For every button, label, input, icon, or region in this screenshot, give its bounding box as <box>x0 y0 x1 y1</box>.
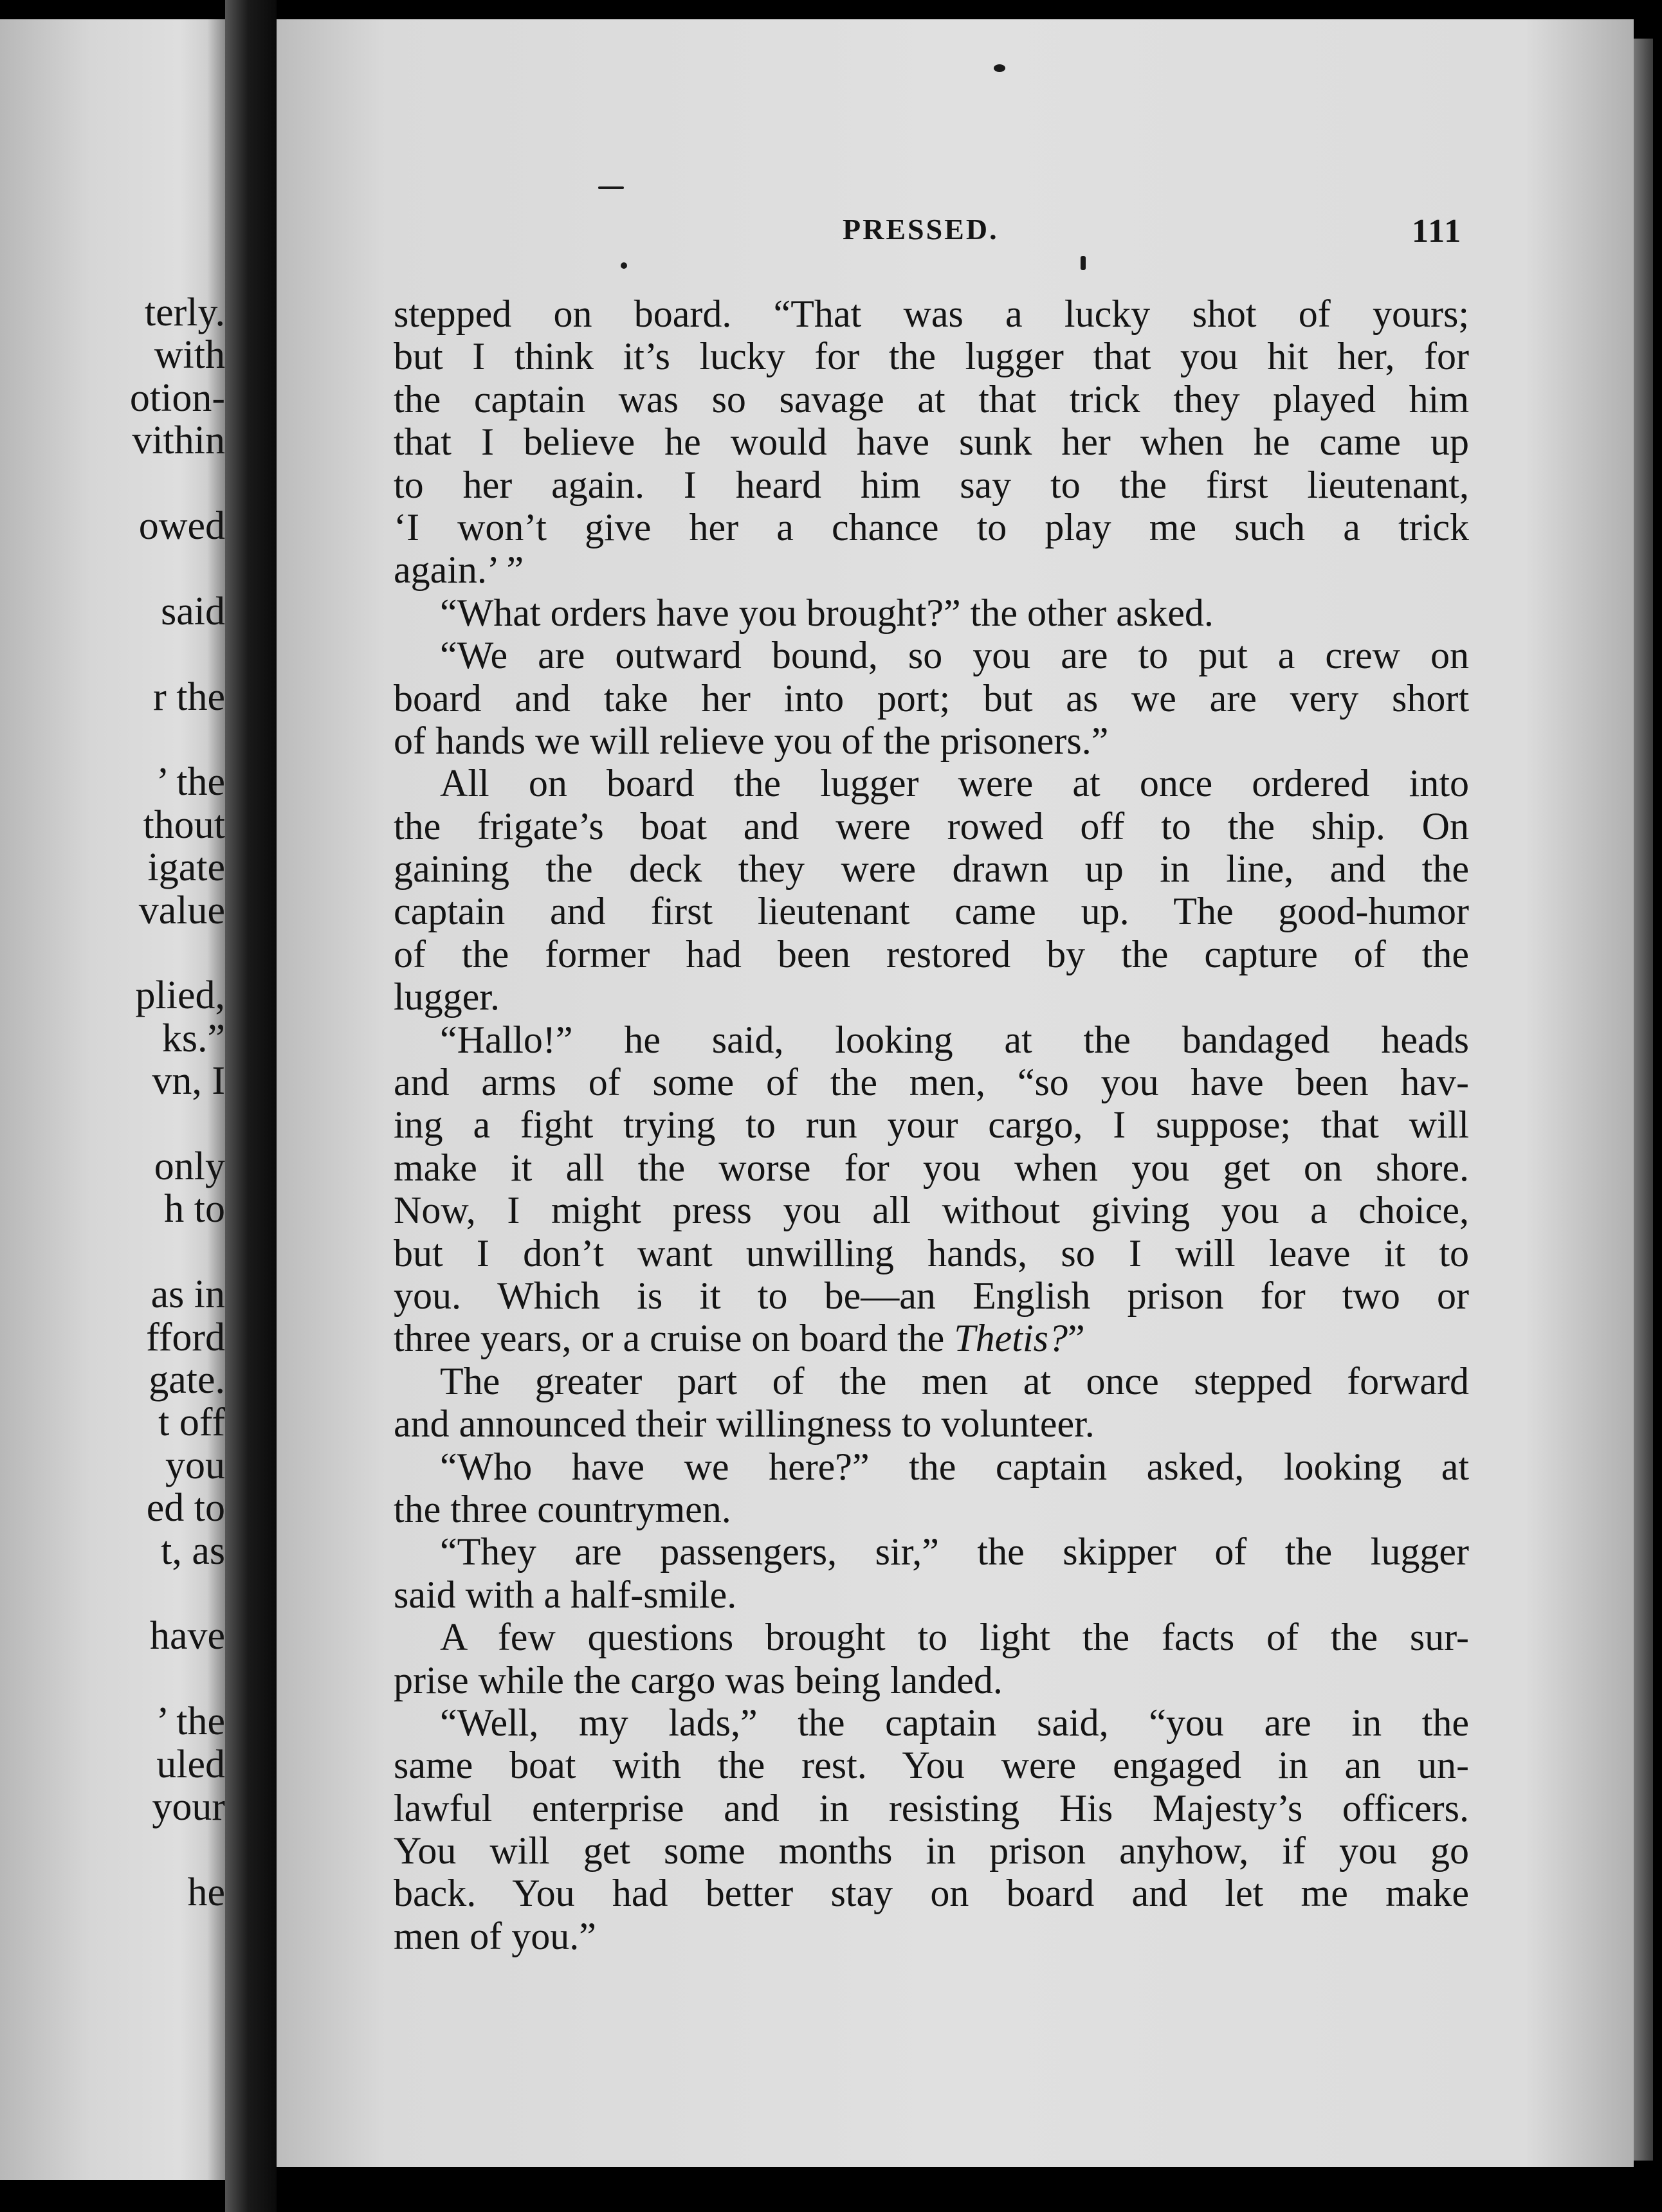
facing-page-line: with <box>154 333 225 377</box>
facing-page-line: vithin <box>132 419 225 463</box>
facing-page-line: t off <box>158 1401 225 1445</box>
text-line: men of you.” <box>394 1914 596 1957</box>
text-line: “Well, my lads,” the captain said, “you are in the <box>440 1701 1469 1744</box>
facing-page-line: vn, I <box>152 1059 225 1103</box>
text-line: “What orders have you brought?” the other asked. <box>440 591 1214 634</box>
text-line: same boat with the rest. You were engaged in an un- <box>394 1744 1469 1787</box>
ship-name: Thetis? <box>954 1317 1068 1360</box>
text-line: “Hallo!” he said, looking at the bandaged heads <box>440 1018 1469 1061</box>
text-line: of hands we will relieve you of the prisoners.” <box>394 719 1109 762</box>
facing-page-line: h to <box>164 1187 225 1231</box>
text-line: but I think it’s lucky for the lugger that you hit her, for <box>394 335 1469 378</box>
facing-page <box>0 19 225 2180</box>
facing-page-line: your <box>152 1785 225 1829</box>
facing-page-line: plied, <box>135 974 225 1018</box>
facing-page-line: only <box>154 1145 225 1188</box>
text-line: You will get some months in prison anyhow, if you go <box>394 1829 1469 1872</box>
book-gutter <box>225 0 277 2212</box>
text-line: lugger. <box>394 975 500 1019</box>
text-line: board and take her into port; but as we are very short <box>394 676 1469 720</box>
text-line: you. Which is it to be—an English prison for two or <box>394 1274 1469 1317</box>
text-line: said with a half-smile. <box>394 1573 737 1616</box>
text-line: The greater part of the men at once stepped forward <box>440 1359 1469 1402</box>
text-line: the three countrymen. <box>394 1487 731 1530</box>
text-line: of the former had been restored by the capture of the <box>394 932 1469 975</box>
facing-page-line: ’ the <box>156 760 225 804</box>
facing-page-line: he <box>187 1870 225 1914</box>
facing-page-line: as in <box>151 1273 225 1317</box>
text-line: ‘I won’t give her a chance to play me such a trick <box>394 505 1469 548</box>
facing-page-line: owed <box>138 504 225 548</box>
facing-page-line: ’ the <box>156 1700 225 1744</box>
text-line: “We are outward bound, so you are to put a crew on <box>440 634 1469 677</box>
text-line: back. You had better stay on board and let me make <box>394 1872 1469 1915</box>
text-line: “They are passengers, sir,” the skipper of the lugger <box>440 1530 1469 1573</box>
text-line: again.’ ” <box>394 548 524 592</box>
ink-speck <box>598 186 624 189</box>
facing-page-line: gate. <box>149 1358 225 1402</box>
facing-page-line: value <box>138 888 225 932</box>
ink-speck <box>1081 256 1086 270</box>
text-line: captain and first lieutenant came up. The good-humor <box>394 890 1469 933</box>
page-number: 111 <box>1412 213 1463 249</box>
text-line: to her again. I heard him say to the first lieutenant, <box>394 463 1469 506</box>
text-line: prise while the cargo was being landed. <box>394 1658 1003 1701</box>
text-line: gaining the deck they were drawn up in line, and the <box>394 848 1469 891</box>
ink-speck <box>994 64 1005 72</box>
ink-speck <box>621 262 627 269</box>
facing-page-line: terly. <box>144 291 225 334</box>
facing-page-line: ed to <box>146 1486 225 1530</box>
facing-page-line: fford <box>146 1315 225 1359</box>
running-head: PRESSED. <box>843 213 999 246</box>
facing-page-line: thout <box>143 802 225 847</box>
text-line: make it all the worse for you when you get on shore. <box>394 1146 1469 1189</box>
page-edge <box>1634 39 1653 2161</box>
facing-page-line: have <box>149 1614 225 1658</box>
text-line: stepped on board. “That was a lucky shot of yours; <box>394 293 1469 335</box>
text-line: the frigate’s boat and were rowed off to the ship. On <box>394 804 1469 848</box>
text-line: lawful enterprise and in resisting His Majesty’s officers. <box>394 1786 1469 1829</box>
text-line: All on board the lugger were at once ordered into <box>440 762 1469 805</box>
facing-page-line: r the <box>153 675 225 719</box>
facing-page-line: said <box>161 589 225 633</box>
text-line: “Who have we here?” the captain asked, looking at <box>440 1445 1469 1488</box>
text-line: and arms of some of the men, “so you have been hav- <box>394 1061 1469 1104</box>
text-line: that I believe he would have sunk her when he came up <box>394 421 1469 464</box>
text-line: ing a fight trying to run your cargo, I suppose; that will <box>394 1103 1469 1147</box>
text-line: A few questions brought to light the facts of the sur- <box>440 1616 1469 1659</box>
facing-page-line: ks.” <box>161 1016 225 1060</box>
facing-page-line: you <box>165 1443 225 1487</box>
text-line: but I don’t want unwilling hands, so I will leave it to <box>394 1231 1469 1274</box>
facing-page-line: igate <box>147 846 225 890</box>
facing-page-line: otion- <box>129 376 225 420</box>
body-text <box>394 293 1469 1957</box>
text-line: the captain was so savage at that trick they played him <box>394 377 1469 421</box>
facing-page-line: t, as <box>161 1528 225 1573</box>
text-line: and announced their willingness to volunteer. <box>394 1402 1095 1446</box>
text-line: Now, I might press you all without giving you a choice, <box>394 1189 1469 1232</box>
text-line: three years, or a cruise on board the Thetis?” <box>394 1317 1085 1360</box>
facing-page-line: uled <box>156 1742 225 1786</box>
